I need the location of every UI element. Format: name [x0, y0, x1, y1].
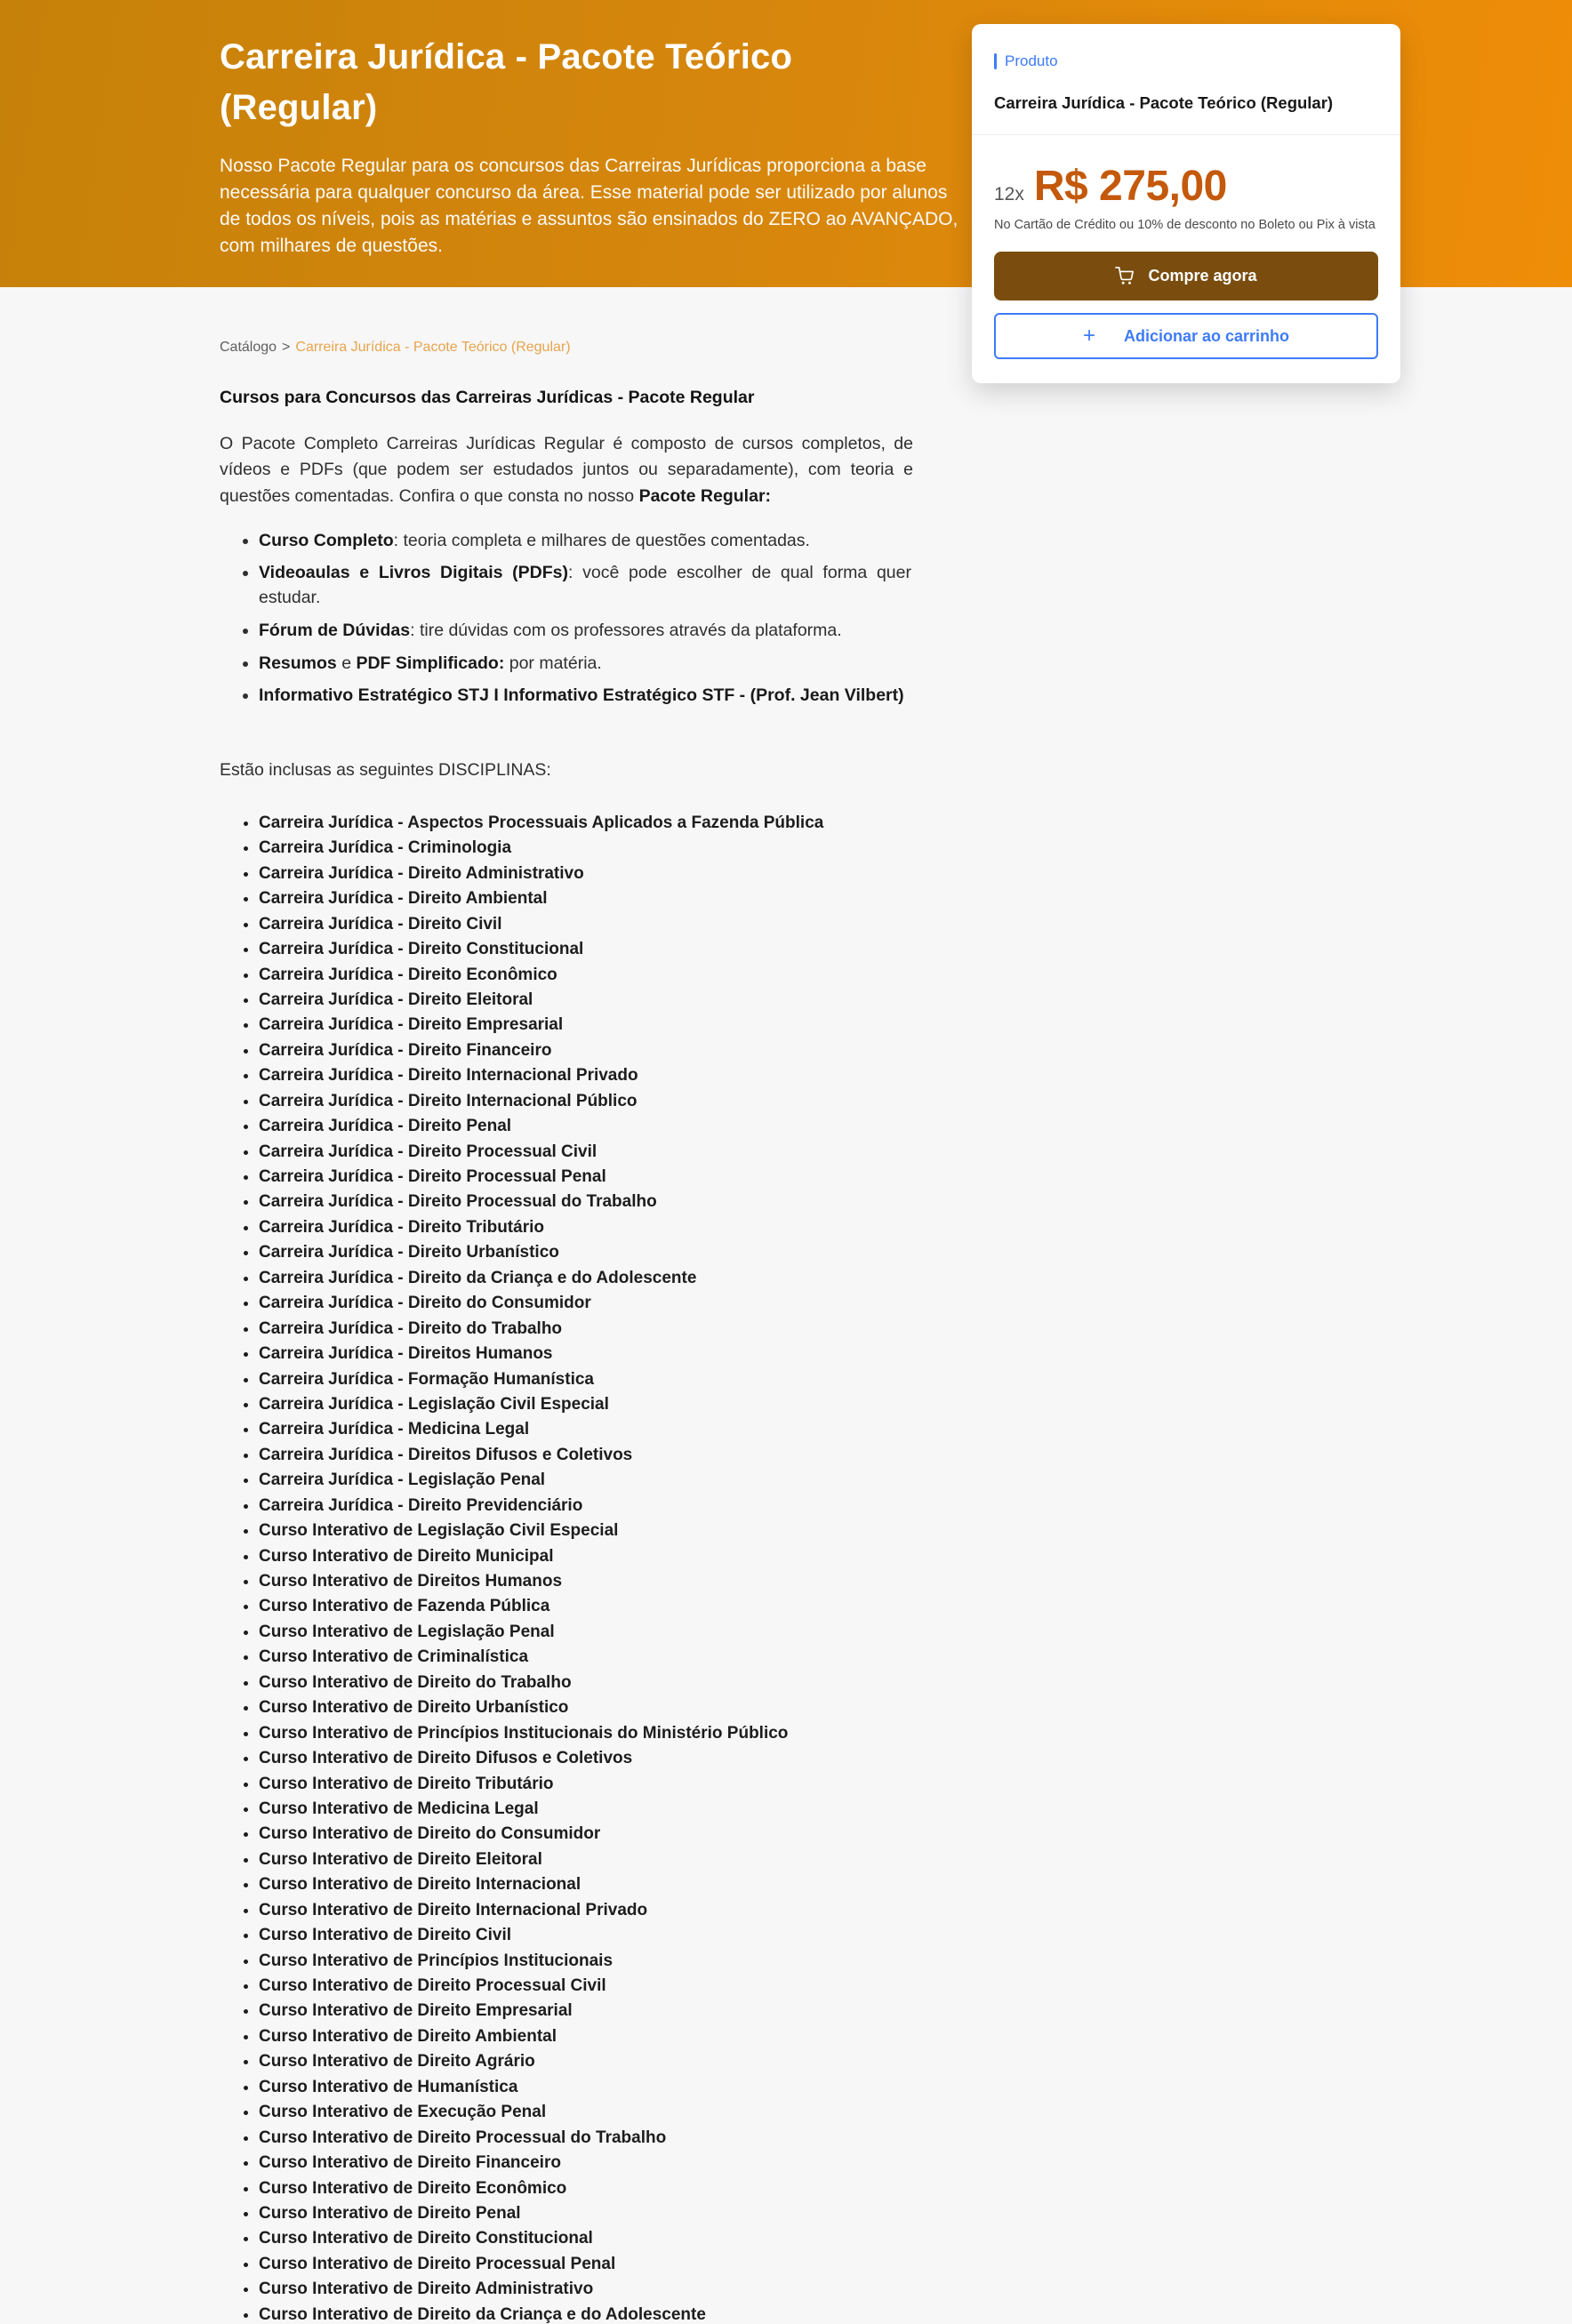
discipline-item: • Curso Interativo de Direito do Trabalho	[259, 1674, 913, 1692]
breadcrumb	[220, 340, 913, 356]
discipline-item: • Carreira Jurídica - Direito do Trabalho	[259, 1320, 913, 1338]
product-card-title: Carreira Jurídica - Pacote Teórico (Regular)	[994, 93, 1334, 112]
discipline-item: • Curso Interativo de Direito Tributário	[259, 1775, 913, 1793]
discipline-item: • Carreira Jurídica - Direito do Consumidor	[259, 1294, 913, 1312]
discipline-item: • Carreira Jurídica - Direito Constitucional	[259, 941, 913, 958]
discipline-item: • Curso Interativo de Direito Urbanístico	[259, 1699, 913, 1717]
discipline-item: • Carreira Jurídica - Direito Processual do Trabalho	[259, 1193, 913, 1211]
discipline-item: • Curso Interativo de Direito Municipal	[259, 1548, 913, 1566]
discipline-item: • Carreira Jurídica - Direito da Criança e do Adolescente	[259, 1270, 913, 1287]
plus-icon: +	[1082, 324, 1095, 348]
discipline-item: • Curso Interativo de Direito Agrário	[259, 2053, 913, 2071]
discipline-item: • Carreira Jurídica - Direito Urbanístico	[259, 1244, 913, 1262]
discipline-item: • Curso Interativo de Direito Internacional Privado	[259, 1902, 913, 1919]
discipline-item: • Curso Interativo de Direito Administrativo	[259, 2280, 913, 2298]
discipline-item: • Curso Interativo de Direito Internacional	[259, 1876, 913, 1894]
discipline-item: • Carreira Jurídica - Criminologia	[259, 839, 913, 857]
discipline-item: • Carreira Jurídica - Direito Ambiental	[259, 890, 913, 908]
product-eyebrow	[994, 52, 1378, 70]
discipline-item: • Carreira Jurídica - Direito Previdenciário	[259, 1497, 913, 1515]
discipline-item: • Curso Interativo de Direito Financeiro	[259, 2154, 913, 2172]
discipline-item: • Curso Interativo de Fazenda Pública	[259, 1598, 913, 1615]
discipline-item: • Curso Interativo de Direito Processual Penal	[259, 2256, 913, 2273]
discipline-item: • Carreira Jurídica - Direito Processual Penal	[259, 1168, 913, 1186]
discipline-item: • Curso Interativo de Direito Empresarial	[259, 2002, 913, 2020]
discipline-item: • Curso Interativo de Direito Constitucional	[259, 2230, 913, 2248]
feature-item: • Resumos e PDF Simplificado: por matéria.	[259, 652, 913, 677]
discipline-item: • Carreira Jurídica - Direito Econômico	[259, 966, 913, 984]
discipline-item: • Curso Interativo de Direito da Criança e do Adolescente	[259, 2306, 913, 2324]
buy-button-label: Compre agora	[1148, 267, 1257, 284]
feature-item: • Videoaulas e Livros Digitais (PDFs): você pode escolher de qual forma quer estudar.	[259, 561, 913, 610]
intro-paragraph	[220, 431, 913, 509]
discipline-item: • Curso Interativo de Direito do Consumidor	[259, 1825, 913, 1843]
cart-icon	[1115, 267, 1135, 285]
disciplines-intro: Estão inclusas as seguintes DISCIPLINAS:	[220, 759, 551, 780]
installments-label: 12x	[994, 184, 1024, 204]
price-value: R$ 275,00	[1033, 163, 1227, 210]
features-list	[220, 529, 913, 709]
discipline-item: • Carreira Jurídica - Legislação Penal	[259, 1471, 913, 1489]
eyebrow-label: Produto	[1005, 52, 1058, 69]
main-content	[220, 287, 913, 2324]
breadcrumb-catalog-link[interactable]: Catálogo	[220, 340, 277, 355]
discipline-item: • Curso Interativo de Direito Civil	[259, 1927, 913, 1944]
discipline-item: • Carreira Jurídica - Direito Internacional Privado	[259, 1067, 913, 1085]
discipline-item: • Curso Interativo de Princípios Institucionais do Ministério Público	[259, 1725, 913, 1743]
discipline-item: • Curso Interativo de Direitos Humanos	[259, 1573, 913, 1591]
disciplines-list	[220, 814, 913, 2324]
discipline-item: • Curso Interativo de Execução Penal	[259, 2104, 913, 2121]
discipline-item: • Curso Interativo de Legislação Penal	[259, 1623, 913, 1641]
discipline-item: • Carreira Jurídica - Legislação Civil Especial	[259, 1396, 913, 1414]
feature-item: • Informativo Estratégico STJ I Informativo Estratégico STF - (Prof. Jean Vilbert)	[259, 684, 913, 709]
price-note: No Cartão de Crédito ou 10% de desconto no Boleto ou Pix à vista	[994, 218, 1376, 232]
add-button-label: Adicionar ao carrinho	[1123, 326, 1290, 345]
discipline-item: • Carreira Jurídica - Direitos Humanos	[259, 1345, 913, 1363]
hero-description: Nosso Pacote Regular para os concursos das Carreiras Jurídicas proporciona a base necessária para qualquer concurso da área. Esse material pode ser utilizado por alunos de todos os níveis, pois as matérias e assuntos são ensinados do ZERO ao AVANÇADO, com milhares de questões.	[220, 155, 958, 257]
discipline-item: • Carreira Jurídica - Medicina Legal	[259, 1421, 913, 1438]
buy-now-button[interactable]	[994, 252, 1378, 301]
breadcrumb-current-link[interactable]: Carreira Jurídica - Pacote Teórico (Regular)	[295, 340, 571, 355]
discipline-item: • Curso Interativo de Direito Difusos e Coletivos	[259, 1750, 913, 1767]
discipline-item: • Carreira Jurídica - Direitos Difusos e Coletivos	[259, 1446, 913, 1464]
discipline-item: • Carreira Jurídica - Direito Civil	[259, 916, 913, 934]
discipline-item: • Carreira Jurídica - Aspectos Processuais Aplicados a Fazenda Pública	[259, 814, 913, 832]
feature-item: • Curso Completo: teoria completa e milhares de questões comentadas.	[259, 529, 913, 554]
intro-text: O Pacote Completo Carreiras Jurídicas Regular é composto de cursos completos, de vídeos e PDFs (que podem ser estudados juntos ou separadamente), com teoria e questões comentadas. Confira o que consta no nosso	[220, 434, 913, 506]
eyebrow-bar-icon	[994, 53, 997, 69]
price-block	[972, 135, 1400, 211]
discipline-item: • Carreira Jurídica - Direito Financeiro	[259, 1042, 913, 1060]
discipline-item: • Curso Interativo de Princípios Institucionais	[259, 1952, 913, 1970]
discipline-item: • Curso Interativo de Direito Processual do Trabalho	[259, 2129, 913, 2147]
discipline-item: • Curso Interativo de Humanística	[259, 2079, 913, 2096]
discipline-item: • Carreira Jurídica - Direito Tributário	[259, 1219, 913, 1237]
discipline-item: • Curso Interativo de Medicina Legal	[259, 1800, 913, 1818]
intro-bold: Pacote Regular:	[638, 485, 772, 506]
discipline-item: • Curso Interativo de Direito Ambiental	[259, 2028, 913, 2046]
discipline-item: • Carreira Jurídica - Direito Administrativo	[259, 865, 913, 883]
feature-item: • Fórum de Dúvidas: tire dúvidas com os professores através da plataforma.	[259, 619, 913, 644]
page-title: Carreira Jurídica - Pacote Teórico (Regular)	[220, 37, 793, 127]
section-heading: Cursos para Concursos das Carreiras Jurídicas - Pacote Regular	[220, 388, 755, 407]
discipline-item: • Curso Interativo de Direito Econômico	[259, 2180, 913, 2198]
add-to-cart-button[interactable]	[994, 313, 1378, 359]
discipline-item: • Carreira Jurídica - Direito Processual Civil	[259, 1143, 913, 1161]
discipline-item: • Carreira Jurídica - Direito Internacional Público	[259, 1093, 913, 1110]
product-card	[972, 24, 1400, 383]
discipline-item: • Carreira Jurídica - Direito Eleitoral	[259, 991, 913, 1009]
discipline-item: • Curso Interativo de Criminalística	[259, 1648, 913, 1666]
breadcrumb-separator: >	[282, 340, 291, 355]
discipline-item: • Curso Interativo de Direito Eleitoral	[259, 1851, 913, 1869]
discipline-item: • Carreira Jurídica - Formação Humanística	[259, 1371, 913, 1389]
discipline-item: • Curso Interativo de Direito Penal	[259, 2205, 913, 2223]
discipline-item: • Carreira Jurídica - Direito Empresarial	[259, 1016, 913, 1034]
discipline-item: • Curso Interativo de Direito Processual Civil	[259, 1977, 913, 1995]
discipline-item: • Carreira Jurídica - Direito Penal	[259, 1118, 913, 1135]
discipline-item: • Curso Interativo de Legislação Civil Especial	[259, 1522, 913, 1540]
